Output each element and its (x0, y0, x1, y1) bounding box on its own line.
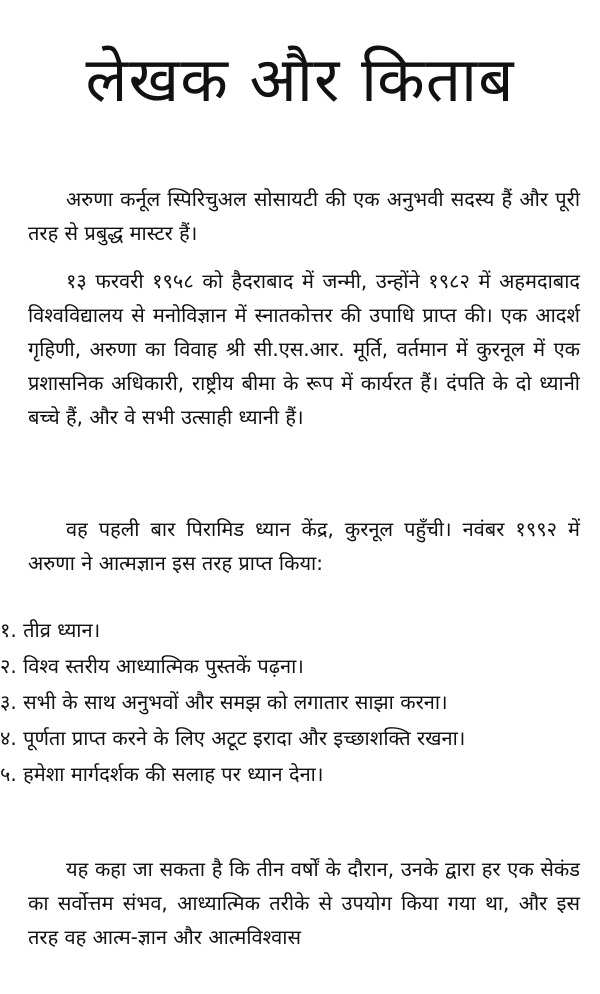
paragraph-intro: अरुणा कर्नूल स्पिरिचुअल सोसायटी की एक अनुभवी सदस्य हैं और पूरी तरह से प्रबुद्ध मास्टर हैं। (28, 187, 580, 245)
paragraph-biography: १३ फरवरी १९५८ को हैदराबाद में जन्मी, उन्होंने १९८२ में अहमदाबाद विश्वविद्यालय से मनोविज्ञान में स्नातकोत्तर की उपाधि प्राप्त की। एक आदर्श गृहिणी, अरुणा का विवाह श्री सी.एस.आर. मूर्ति, वर्तमान में कुरनूल में एक प्रशासनिक अधिकारी, राष्ट्रीय बीमा के रूप में कार्यरत हैं। दंपति के दो ध्यानी बच्चे हैं, और वे सभी उत्साही ध्यानी हैं। (28, 269, 580, 429)
list-item: १. तीव्र ध्यान। (0, 618, 101, 642)
paragraph-closing: यह कहा जा सकता है कि तीन वर्षों के दौरान, उनके द्वारा हर एक सेकंड का सर्वोत्तम संभव, आध्यात्मिक तरीके से उपयोग किया गया था, और इस तरह वह आत्म-ज्ञान और आत्मविश्वास (28, 857, 580, 949)
list-item: ३. सभी के साथ अनुभवों और समझ को लगातार साझा करना। (0, 690, 448, 714)
list-item: ५. हमेशा मार्गदर्शक की सलाह पर ध्यान देना। (0, 762, 324, 786)
enlightenment-steps-list (0, 612, 590, 792)
list-item: ४. पूर्णता प्राप्त करने के लिए अटूट इरादा और इच्छाशक्ति रखना। (0, 726, 466, 750)
paragraph-enlightenment: वह पहली बार पिरामिड ध्यान केंद्र, कुरनूल पहुँची। नवंबर १९९२ में अरुणा ने आत्मज्ञान इस तरह प्राप्त किया: (28, 517, 580, 575)
list-item: २. विश्व स्तरीय आध्यात्मिक पुस्तकें पढ़ना। (0, 654, 304, 678)
page-title: लेखक और किताब (85, 43, 515, 116)
